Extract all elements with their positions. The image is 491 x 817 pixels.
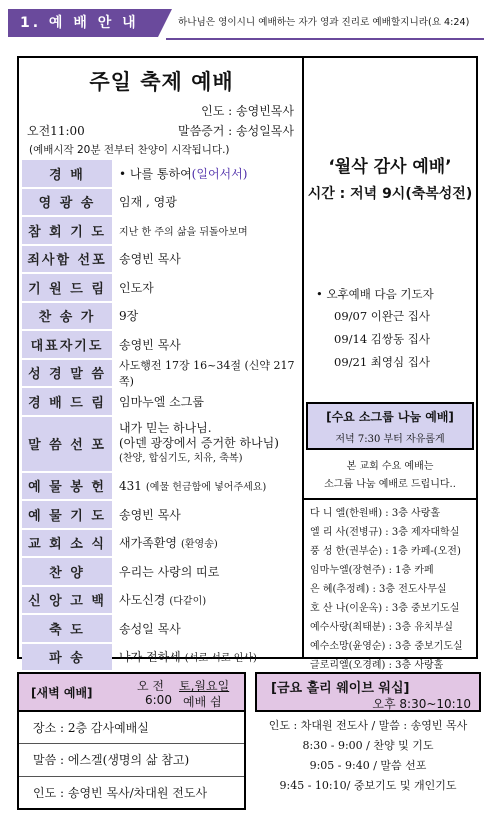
- order-note: (환영송): [180, 539, 218, 551]
- friday-details: [255, 716, 481, 796]
- order-content: [119, 643, 302, 672]
- note-line: 소그룹 나눔 예배로 드립니다..: [324, 479, 456, 490]
- section-tab: 1. 예 배 안 내: [8, 9, 158, 37]
- order-note: (예물 헌금함에 넣어주세요): [145, 482, 267, 494]
- worship-panel: [17, 56, 478, 671]
- order-row: [22, 500, 302, 529]
- order-text: 새가족환영: [119, 536, 177, 551]
- thanksgiving-time: 시간 : 저녁 9시(축복성전): [307, 186, 473, 202]
- order-row: [22, 216, 302, 245]
- list-item: 예수사랑(최태분) : 3층 유치부실: [310, 622, 453, 633]
- order-content: 임재 , 영광: [119, 195, 177, 210]
- sermon-title: 내가 믿는 하나님.: [119, 421, 212, 435]
- list-item: 8:30 - 9:00 / 찬양 및 기도: [302, 739, 434, 752]
- dawn-word: 말씀 : 에스겔(생명의 삶 참고): [19, 743, 244, 776]
- order-row: [22, 614, 302, 643]
- order-label: 파 송: [22, 644, 112, 671]
- thanksgiving-title: ‘월삭 감사 예배’: [328, 157, 452, 177]
- order-of-worship: [22, 159, 302, 671]
- header-verse: 하나님은 영이시니 예배하는 자가 영과 진리로 예배할지니라(요 4:24): [178, 17, 470, 28]
- order-label: 참 회 기 도: [22, 217, 112, 244]
- order-label: 예 물 기 도: [22, 501, 112, 528]
- list-item: 09/21 최영심 집사: [334, 355, 430, 369]
- wednesday-box: [306, 402, 474, 450]
- section-header: [0, 0, 491, 46]
- service-leader: 인도 : 송영빈목사: [201, 104, 294, 118]
- order-label: 경 배 드 림: [22, 388, 112, 415]
- dawn-label: [새벽 예배]: [31, 686, 93, 700]
- dawn-days: 토,월요일: [179, 679, 230, 693]
- order-text: 431: [119, 478, 142, 493]
- order-label: 찬 양: [22, 558, 112, 585]
- order-row: [22, 557, 302, 586]
- order-label: 경 배: [22, 160, 112, 187]
- side-info: [304, 58, 476, 671]
- sermon-note: (찬양, 합심기도, 치유, 축복): [119, 453, 243, 464]
- order-content: 우리는 사랑의 띠로: [119, 564, 220, 579]
- order-row: [22, 643, 302, 672]
- order-row: [22, 387, 302, 416]
- dawn-header: [19, 674, 244, 710]
- list-item: 09/07 이완근 집사: [334, 309, 430, 323]
- order-text: 나가 전하세: [119, 650, 181, 665]
- order-content: 지난 한 주의 삶을 뒤돌아보며: [119, 226, 248, 238]
- order-content: [119, 586, 302, 615]
- order-row: [22, 472, 302, 501]
- list-item: 09/14 김쌍동 집사: [334, 332, 430, 346]
- list-item: 다 니 엘(한원배) : 3층 사랑홀: [310, 508, 441, 519]
- service-notice: (예배시작 20분 전부터 찬양이 시작됩니다.): [29, 144, 230, 156]
- dawn-place: 장소 : 2층 감사예배실: [19, 710, 244, 743]
- wednesday-title: [수요 소그룹 나눔 예배]: [326, 410, 454, 424]
- dawn-time: 6:00: [145, 693, 172, 707]
- dawn-rest: 예배 쉼: [183, 695, 222, 709]
- order-row: [22, 330, 302, 359]
- order-label: 성 경 말 씀: [22, 360, 112, 387]
- order-row: [22, 586, 302, 615]
- order-label: 말 씀 선 포: [22, 417, 112, 471]
- order-row: [22, 416, 302, 472]
- order-note: (일어서서): [191, 166, 248, 181]
- list-item: 호 산 나(이운옥) : 3층 중보기도실: [310, 603, 460, 614]
- dawn-details: [19, 710, 244, 809]
- friday-header: [255, 672, 481, 712]
- order-row: [22, 245, 302, 274]
- list-item: 임마누엘(장현주) : 1층 카페: [310, 565, 434, 576]
- service-title: 주일 축제 예배: [89, 70, 234, 94]
- header-rule: [166, 38, 484, 40]
- dawn-ampm: 오 전: [137, 679, 164, 693]
- order-label: 영 광 송: [22, 189, 112, 216]
- list-item: 인도 : 차대원 전도사 / 말씀 : 송영빈 목사: [268, 719, 468, 732]
- order-label: 예 물 봉 헌: [22, 473, 112, 500]
- order-content: [119, 416, 302, 472]
- order-label: 죄사함 선포: [22, 246, 112, 273]
- order-content: 송영빈 목사: [119, 507, 181, 522]
- order-content: 인도자: [119, 280, 154, 295]
- friday-worship: [255, 672, 481, 810]
- order-content: [119, 159, 302, 188]
- order-content: 송영빈 목사: [119, 337, 181, 352]
- list-item: 글로리엘(오경례) : 3층 사랑홀: [310, 660, 444, 671]
- order-content: 송성일 목사: [119, 621, 181, 636]
- order-row: [22, 188, 302, 217]
- list-item: 9:05 - 9:40 / 말씀 선포: [309, 759, 427, 772]
- divider: [304, 498, 476, 500]
- order-text: 사도신경: [119, 593, 166, 608]
- order-label: 찬 송 가: [22, 303, 112, 330]
- order-content: [119, 472, 302, 501]
- list-item: 은 혜(추정례) : 3층 전도사무실: [310, 584, 447, 595]
- small-group-list: [310, 504, 463, 675]
- dawn-service: [17, 672, 246, 810]
- order-content: [119, 529, 302, 558]
- list-item: 9:45 - 10:10/ 중보기도 및 개인기도: [279, 779, 457, 792]
- order-label: 축 도: [22, 615, 112, 642]
- list-item: 풍 성 한(권부순) : 1층 카페-(오전): [310, 546, 461, 557]
- order-note: (서로 서로 인사): [184, 653, 257, 665]
- order-content: 사도행전 17장 16~34절 (신약 217쪽): [119, 358, 295, 388]
- order-row: [22, 529, 302, 558]
- order-label: 교 회 소 식: [22, 530, 112, 557]
- order-note: (다같이): [169, 596, 207, 608]
- order-label: 대표자기도: [22, 331, 112, 358]
- wednesday-note: [304, 458, 476, 494]
- wednesday-time: 저녁 7:30 부터 자유롭게: [335, 434, 445, 445]
- order-content: 송영빈 목사: [119, 252, 181, 267]
- order-label: 신 앙 고 백: [22, 587, 112, 614]
- friday-time: 오후 8:30~10:10: [372, 697, 471, 711]
- order-text: • 나를 통하여: [119, 166, 192, 181]
- order-row: [22, 302, 302, 331]
- order-label: 기 원 드 림: [22, 274, 112, 301]
- dawn-leader: 인도 : 송영빈 목사/차대원 전도사: [19, 776, 244, 809]
- order-content: 임마누엘 소그룹: [119, 394, 204, 409]
- order-row: [22, 159, 302, 188]
- sermon-subtitle: (아덴 광장에서 증거한 하나님): [119, 436, 279, 450]
- service-time: 오전11:00: [27, 124, 85, 138]
- order-row: [22, 359, 302, 388]
- sunday-service: [19, 58, 304, 667]
- list-item: 예수소망(윤영순) : 3층 중보기도실: [310, 641, 463, 652]
- note-line: 본 교회 수요 예배는: [346, 461, 434, 472]
- order-content: 9장: [119, 309, 139, 324]
- prayer-list: [334, 308, 430, 377]
- order-row: [22, 273, 302, 302]
- friday-title: [금요 홀리 웨이브 워십]: [271, 681, 410, 696]
- prayer-heading: • 오후예배 다음 기도자: [316, 287, 434, 301]
- section-tab-tip: [158, 9, 172, 37]
- list-item: 엘 리 사(전병규) : 3층 제자대학실: [310, 527, 460, 538]
- thanksgiving-service: [304, 58, 476, 401]
- service-preacher: 말씀증거 : 송성일목사: [177, 124, 294, 138]
